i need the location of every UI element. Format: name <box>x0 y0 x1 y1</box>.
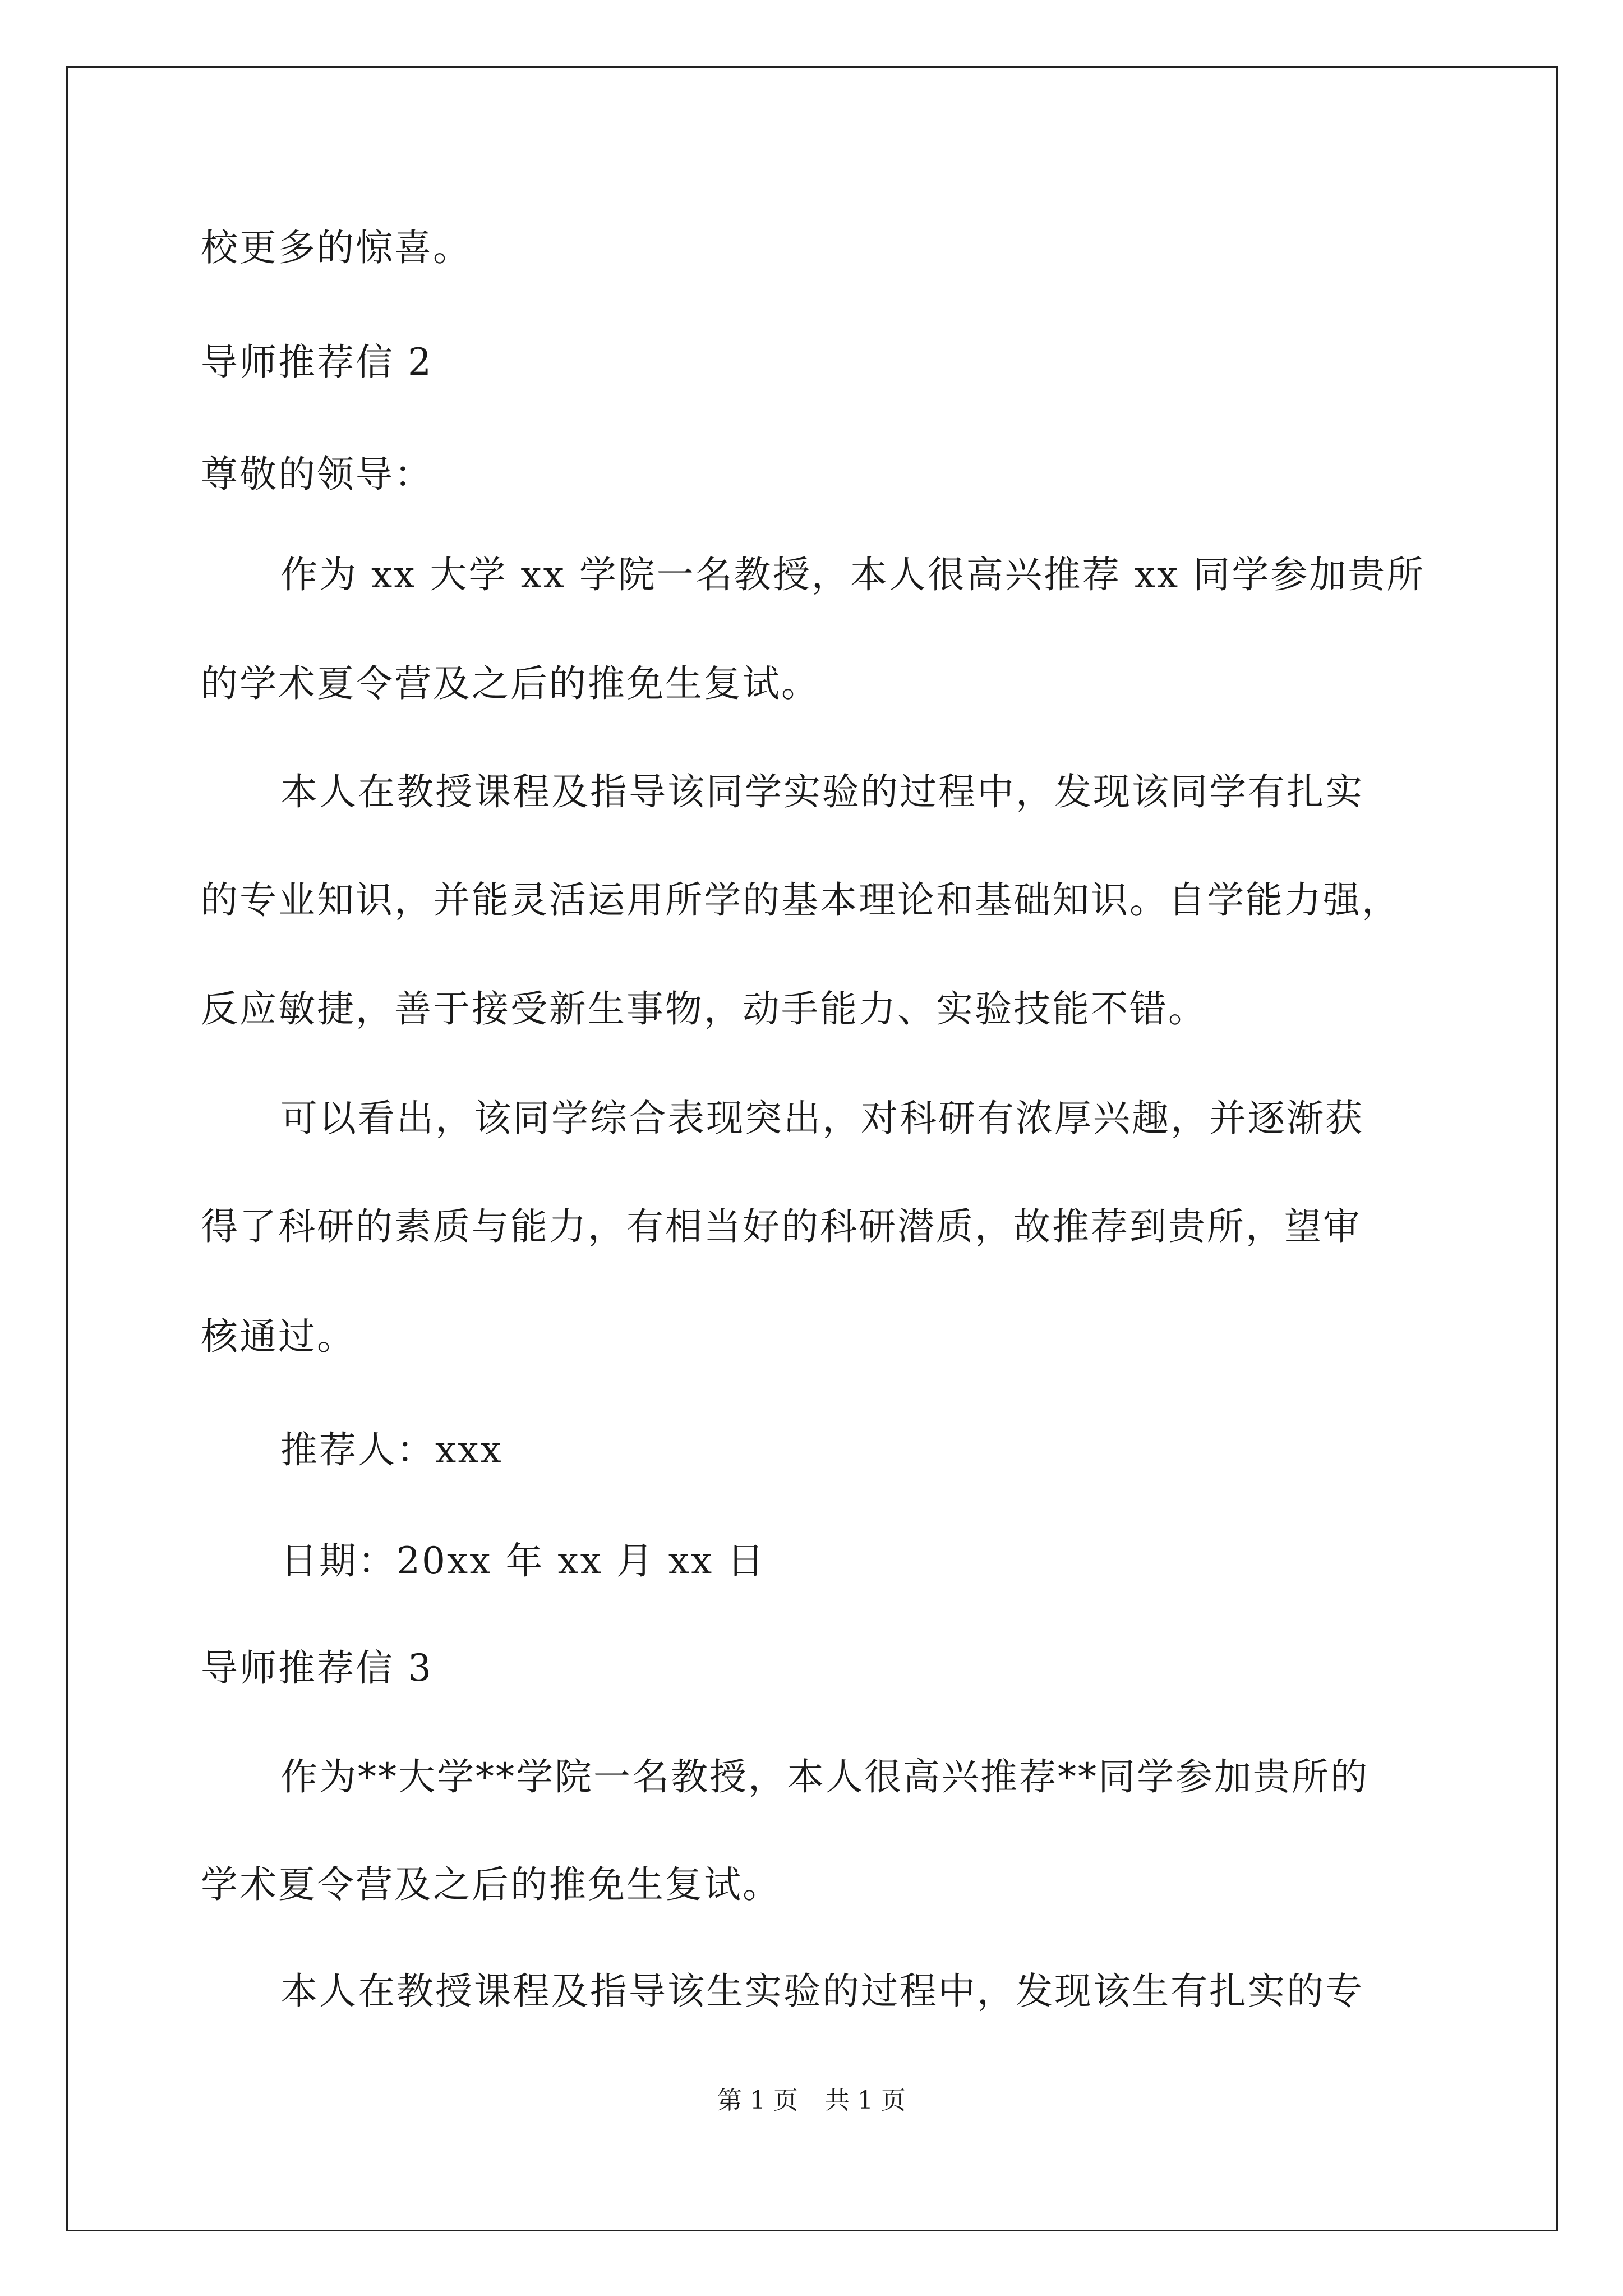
page-total: 共 1 页 <box>825 2086 906 2115</box>
paragraph-line: 可以看出，该同学综合表现突出，对科研有浓厚兴趣，并逐渐获 <box>280 1097 1364 1140</box>
paragraph-line: 的学术夏令营及之后的推免生复试。 <box>201 662 820 705</box>
paragraph-line: 校更多的惊喜。 <box>201 226 472 269</box>
page-footer <box>0 2084 1623 2118</box>
paragraph-line: 作为**大学**学院一名教授，本人很高兴推荐**同学参加贵所的 <box>280 1755 1369 1798</box>
paragraph-line: 作为 xx 大学 xx 学院一名教授，本人很高兴推荐 xx 同学参加贵所 <box>280 553 1426 596</box>
recommender-line: 推荐人：xxx <box>280 1428 503 1471</box>
page-number: 第 1 页 <box>717 2086 798 2115</box>
paragraph-line: 本人在教授课程及指导该同学实验的过程中，发现该同学有扎实 <box>280 770 1364 813</box>
paragraph-line: 核通过。 <box>201 1315 356 1358</box>
paragraph-line: 本人在教授课程及指导该生实验的过程中，发现该生有扎实的专 <box>280 1970 1364 2013</box>
letter-heading: 导师推荐信 2 <box>201 341 433 384</box>
date-line: 日期：20xx 年 xx 月 xx 日 <box>280 1539 766 1582</box>
paragraph-line: 反应敏捷，善于接受新生事物，动手能力、实验技能不错。 <box>201 987 1207 1030</box>
paragraph-line: 的专业知识，并能灵活运用所学的基本理论和基础知识。自学能力强， <box>201 878 1400 922</box>
salutation: 尊敬的领导： <box>201 453 433 496</box>
letter-heading: 导师推荐信 3 <box>201 1646 433 1690</box>
paragraph-line: 学术夏令营及之后的推免生复试。 <box>201 1863 781 1906</box>
paragraph-line: 得了科研的素质与能力，有相当好的科研潜质，故推荐到贵所，望审 <box>201 1205 1362 1248</box>
